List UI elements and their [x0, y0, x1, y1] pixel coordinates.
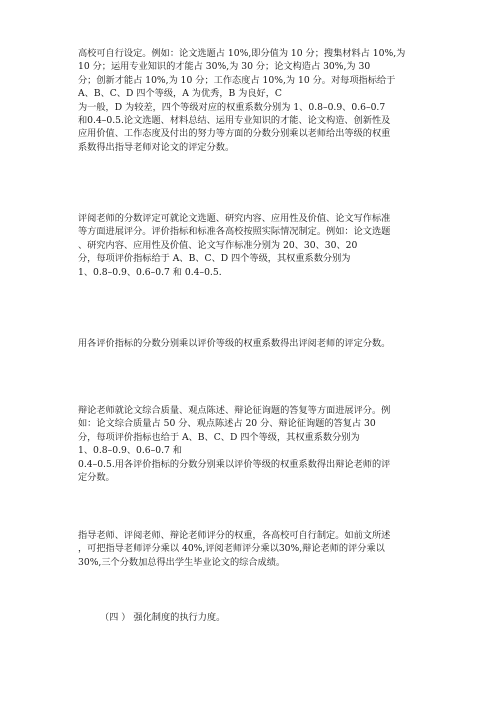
paragraph-advisor-scoring	[78, 47, 428, 154]
section-heading	[100, 611, 450, 624]
text-line: 辩论老师就论文综合质量、观点陈述、辩论征询题的答复等方面进展评分。例	[78, 405, 391, 416]
text-line: A、B、C、D 四个等级，A 为优秀，B 为良好，C	[78, 88, 282, 100]
text-line: 1、0.8–0.9、0.6–0.7 和	[78, 445, 182, 457]
text-line: 、研究内容、应用性及价值、论文写作标准分别为 20、30、30、20	[78, 239, 358, 251]
text-line: 定分数。	[78, 472, 115, 484]
text-line: 分，每项评价指标也给于 A、B、C、D 四个等级，其权重系数分别为	[78, 431, 360, 443]
text-line: 分，每项评价指标给于 A、B、C、D 四个等级，其权重系数分别为	[78, 253, 351, 265]
text-line: 为一般，D 为较差，四个等级对应的权重系数分别为 1、0.8–0.9、0.6–0.7	[78, 101, 386, 113]
text-line: 用各评价指标的分数分别乘以评价等级的权重系数得出评阅老师的评定分数。	[78, 338, 391, 349]
text-line: 分；创新才能占 10%,为 10 分；工作态度占 10%,为 10 分。对每项指标给于	[78, 74, 396, 86]
text-line: ，可把指导老师评分乘以 40%,评阅老师评分乘以30%,辩论老师的评分乘以	[78, 543, 385, 555]
text-line: 应用价值、工作态度及付出的努力等方面的分数分别乘以老师给出等级的权重	[78, 128, 391, 140]
text-line: 如：论文综合质量占 50 分、观点陈述占 20 分、辩论征询题的答复占 30	[78, 418, 376, 430]
text-line: 系数得出指导老师对论文的评定分数。	[78, 141, 235, 153]
text-line: 30%,三个分数加总得出学生毕业论文的综合成绩。	[78, 556, 286, 568]
paragraph-reviewer-scoring	[78, 212, 428, 279]
text-line: 1、0.8–0.9、0.6–0.7 和 0.4–0.5.	[78, 266, 222, 278]
paragraph-defense-scoring	[78, 404, 428, 484]
paragraph-reviewer-formula	[78, 337, 428, 350]
text-line: 评阅老师的分数评定可就论文选题、研究内容、应用性及价值、论文写作标准	[78, 213, 391, 224]
text-line: 和0.4–0.5.论文选题、材料总结、运用专业知识的才能、论文构造、创新性及	[78, 115, 391, 127]
text-line: 0.4–0.5.用各评价指标的分数分别乘以评价等级的权重系数得出辩论老师的评	[78, 458, 391, 470]
text-line: 指导老师、评阅老师、辩论老师评分的权重，各高校可自行制定。如前文所述	[78, 530, 391, 541]
text-line: 高校可自行设定。例如：论文选题占 10%,即分值为 10 分；搜集材料占 10%,为	[78, 48, 406, 59]
text-line: （四 ） 强化制度的执行力度。	[100, 612, 226, 623]
text-line: 等方面进展评分。评价指标和标准各高校按照实际情况制定。例如：论文选题	[78, 226, 391, 238]
text-line: 10 分；运用专业知识的才能占 30%,为 30 分；论文构造占 30%,为 30	[78, 61, 371, 73]
paragraph-weighting	[78, 529, 428, 569]
